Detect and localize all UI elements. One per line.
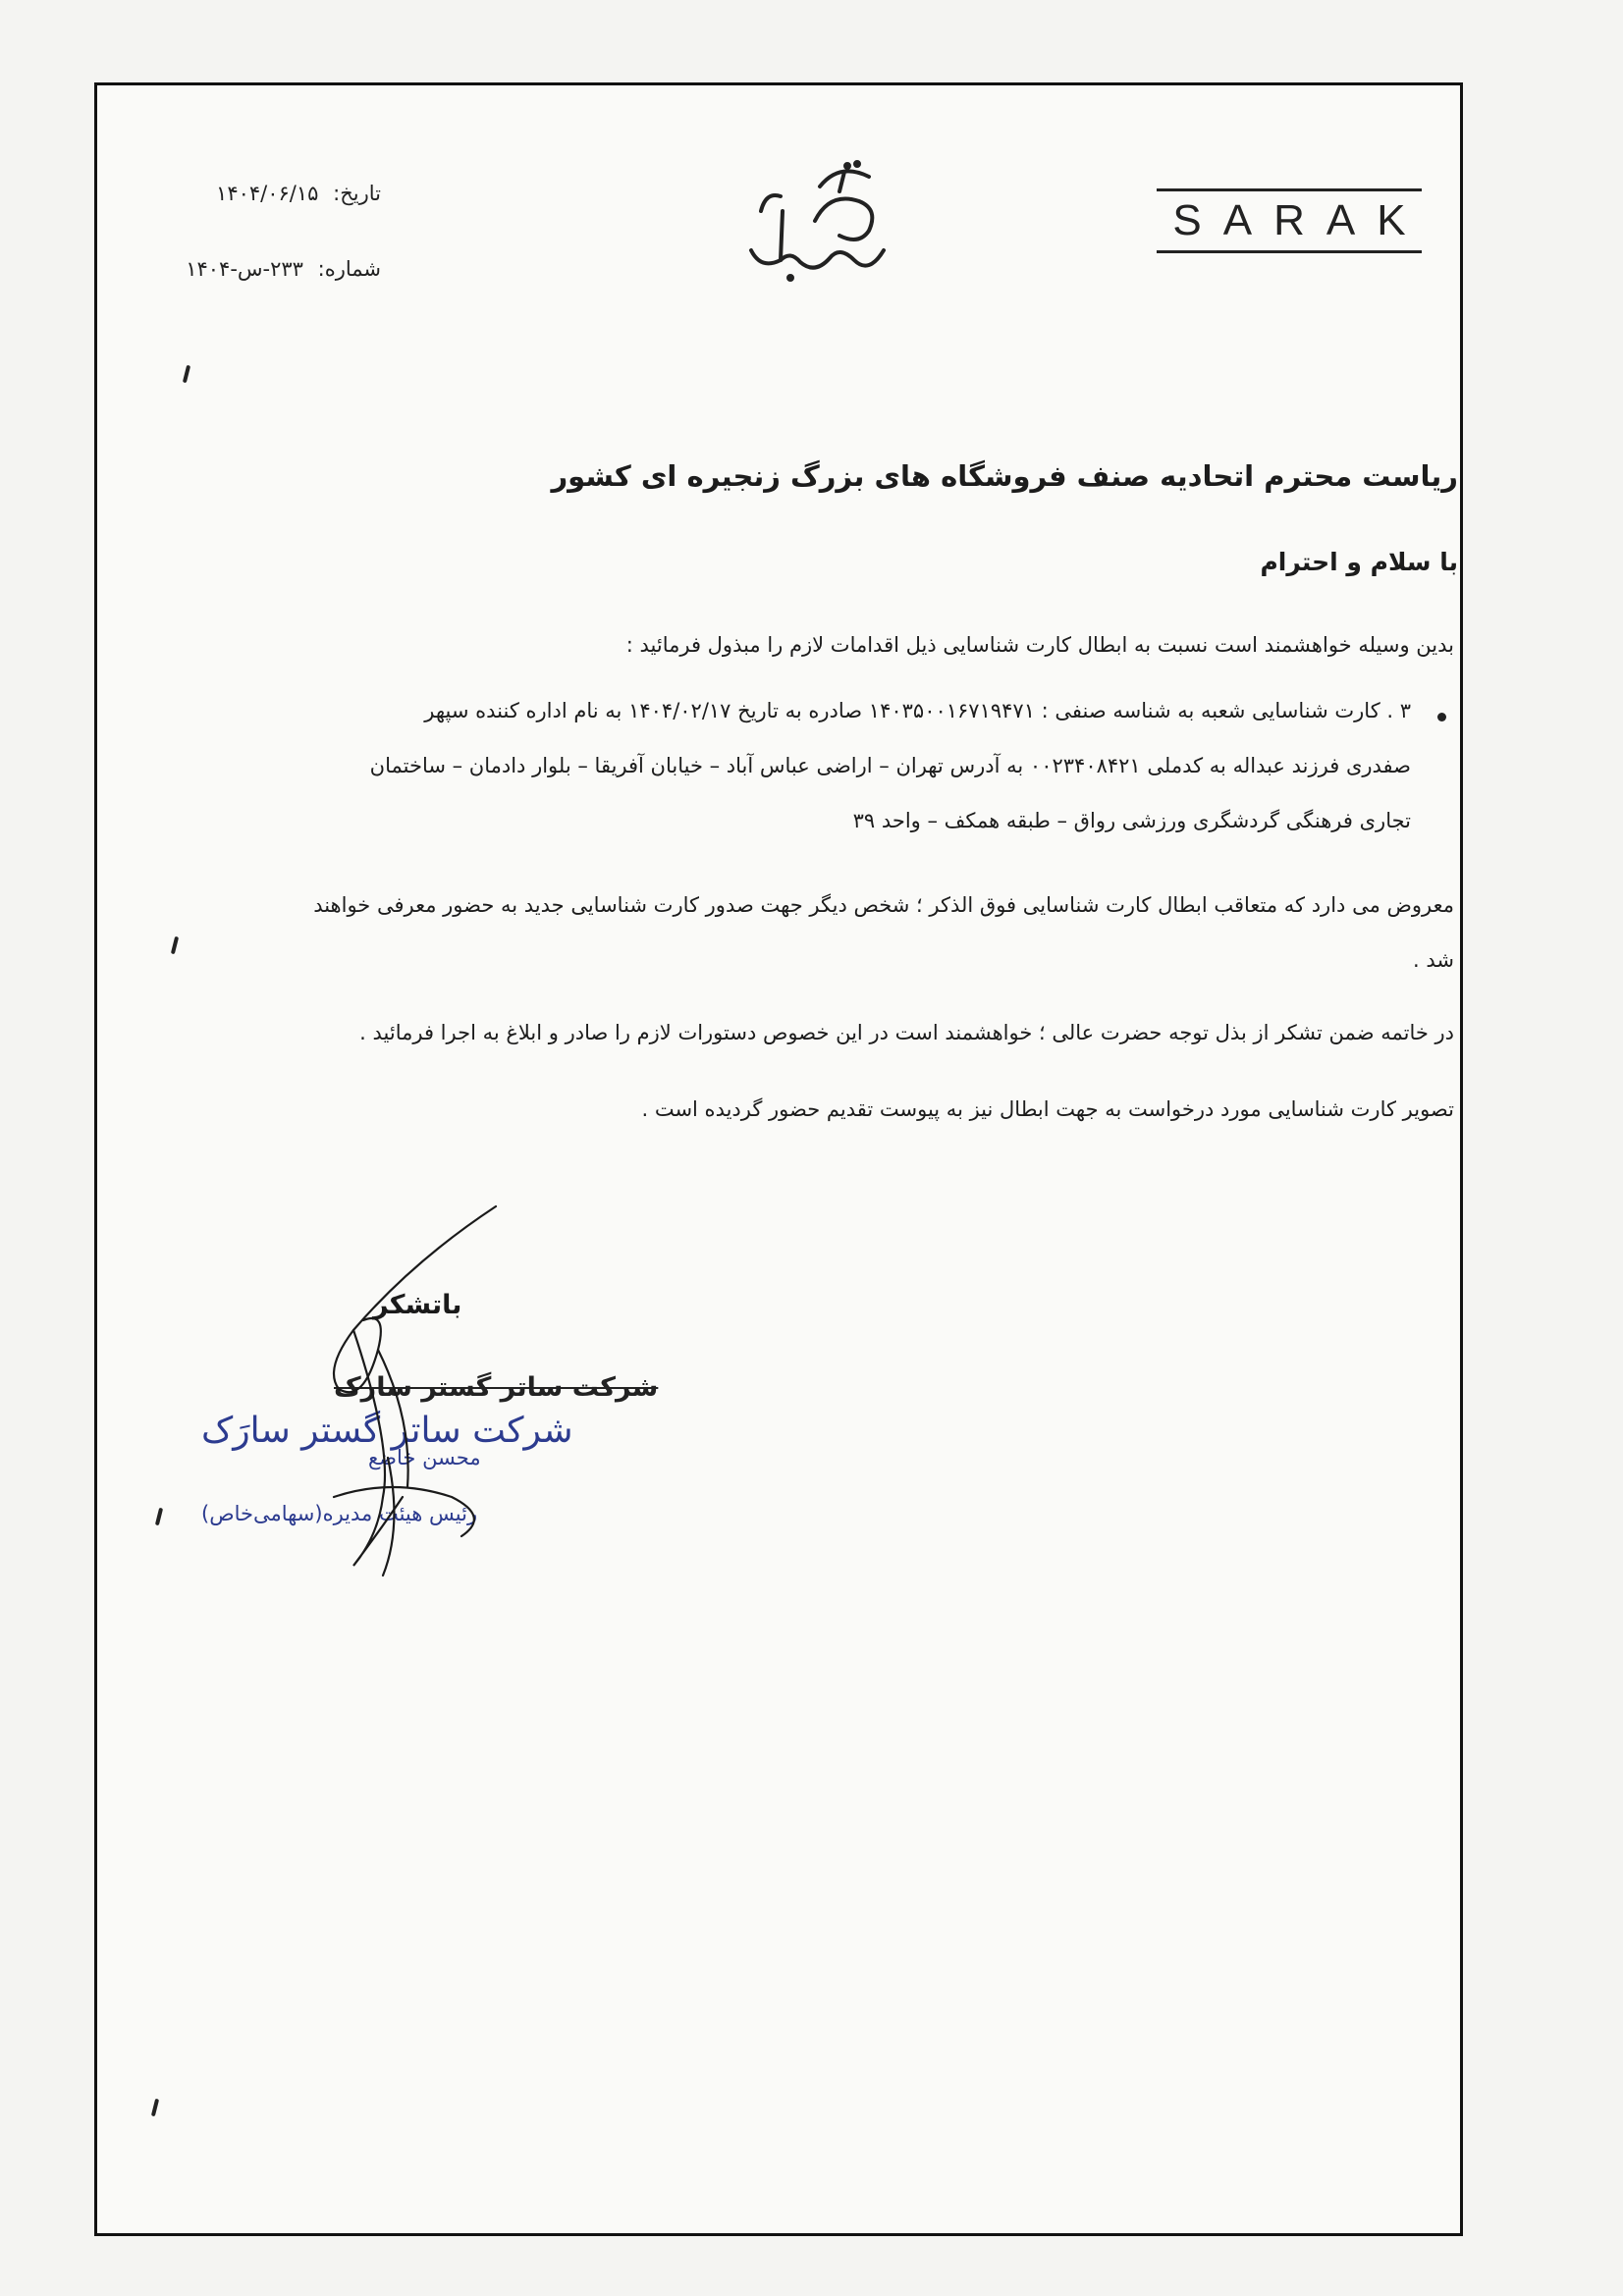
bullet-line: صفدری فرزند عبداله به کدملی ۰۰۲۳۴۰۸۴۲۱ به آدرس تهران – اراضی عباس آباد – خیابان آفریقا – بلوار دادمان – ساختمان [369,754,1411,777]
number-value: ۲۳۳-س-۱۴۰۴ [186,257,303,281]
date-label: تاریخ: [333,182,381,205]
thanks-line: باتشکر [373,1290,462,1320]
handwritten-signature [295,1202,609,1585]
paragraph-request-line-1: معروض می دارد که متعاقب ابطال کارت شناسایی فوق الذکر ؛ شخص دیگر جهت صدور کارت شناسایی جدید به حضور معرفی خواهند [313,893,1454,917]
number-label: شماره: [317,257,381,281]
bullet-line: تجاری فرهنگی گردشگری ورزشی رواق – طبقه همکف – واحد ۳۹ [852,809,1411,832]
logo-text: SARAK [1172,196,1428,244]
company-name: شرکت ساتر گستر سارک [334,1372,659,1403]
company-logo [1157,188,1428,253]
paragraph-request-line-2: شد . [1413,948,1454,972]
intro-paragraph: بدین وسیله خواهشمند است نسبت به ابطال کارت شناسایی ذیل اقدامات لازم را مبذول فرمائید : [625,633,1454,657]
greeting: با سلام و احترام [1260,548,1458,576]
recipient-heading: ریاست محترم اتحادیه صنف فروشگاه های بزرگ زنجیره ای کشور [551,459,1458,493]
paragraph-attachment: تصویر کارت شناسایی مورد درخواست به جهت ابطال نیز به پیوست تقدیم حضور گردیده است . [641,1097,1454,1121]
stamp-signatory-name: محسن خاضع [368,1446,481,1469]
bullet-line: ۳ . کارت شناسایی شعبه به شناسه صنفی : ۱۴۰۳۵۰۰۱۶۷۱۹۴۷۱ صادره به تاریخ ۱۴۰۴/۰۲/۱۷ به نام اداره کننده سپهر [424,699,1411,722]
letter-page [94,82,1463,2236]
stamp-signatory-title: رئیس هیئت مدیره(سهامی‌خاص) [201,1502,478,1525]
bismillah-calligraphy [722,152,908,290]
letter-number [186,257,381,281]
bullet-dot-icon [1437,713,1446,721]
stamp-company-name: شرکت ساتر گستر سارَک [201,1411,573,1451]
date-value: ۱۴۰۴/۰۶/۱۵ [216,182,319,205]
paragraph-closing: در خاتمه ضمن تشکر از بذل توجه حضرت عالی ؛ خواهشمند است در این خصوص دستورات لازم را صادر و ابلاغ به اجرا فرمائید . [359,1021,1454,1044]
letter-date [216,182,381,205]
